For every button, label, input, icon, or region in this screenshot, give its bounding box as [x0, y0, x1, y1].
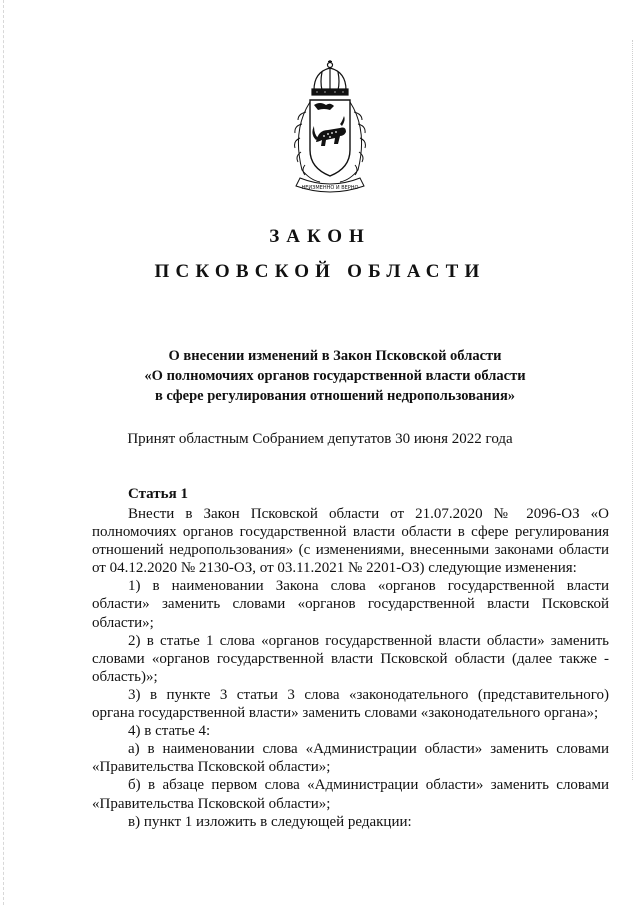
article-paragraph: а) в наименовании слова «Администрации области» заменить словами «Правительства Псковской области»;: [92, 741, 609, 776]
article-paragraph: 2) в статье 1 слова «органов государственной власти области» заменить словами «органов государственной власти Псковской области (далее также - область)»;: [92, 632, 609, 685]
article-heading: Статья 1: [128, 486, 188, 502]
adoption-statement: Принят областным Собранием депутатов 30 июня 2022 года: [127, 431, 513, 447]
article-paragraph: в) пункт 1 изложить в следующей редакции:: [128, 813, 412, 830]
document-type-title: ЗАКОН: [269, 226, 371, 247]
subject-line: «О полномочиях органов государственной власти области: [144, 368, 526, 384]
subject-line: О внесении изменений в Закон Псковской области: [168, 348, 502, 364]
region-title: ПСКОВСКОЙ ОБЛАСТИ: [154, 261, 486, 282]
scan-edge-left: [3, 0, 5, 905]
scan-edge-right: [632, 40, 634, 780]
article-paragraph: 4) в статье 4:: [128, 723, 211, 740]
law-subject: [90, 346, 580, 406]
article-paragraph: 1) в наименовании Закона слова «органов государственной власти области» заменить словами «органов государственной власти Псковской области»;: [92, 578, 609, 631]
emblem-motto: НЕИЗМЕННО И ВЕРНО: [301, 185, 359, 191]
coat-of-arms-emblem: [280, 60, 380, 200]
subject-line: в сфере регулирования отношений недропользования»: [154, 388, 516, 404]
article-body: [92, 505, 609, 831]
article-paragraph: Внести в Закон Псковской области от 21.07.2020 № 2096-ОЗ «О полномочиях органов государственной власти области в сфере регулирования отношений недропользования» (с изменениями, внесенными законами области от 04.12.2020 № 2130-ОЗ, от 03.11.2021 № 2201-ОЗ) следующие изменения:: [92, 506, 609, 577]
article-paragraph: б) в абзаце первом слова «Администрации области» заменить словами «Правительства Псковской области»;: [92, 777, 609, 812]
article-paragraph: 3) в пункте 3 статьи 3 слова «законодательного (представительного) органа государственной власти» заменить словами «законодательного органа»;: [92, 686, 609, 722]
